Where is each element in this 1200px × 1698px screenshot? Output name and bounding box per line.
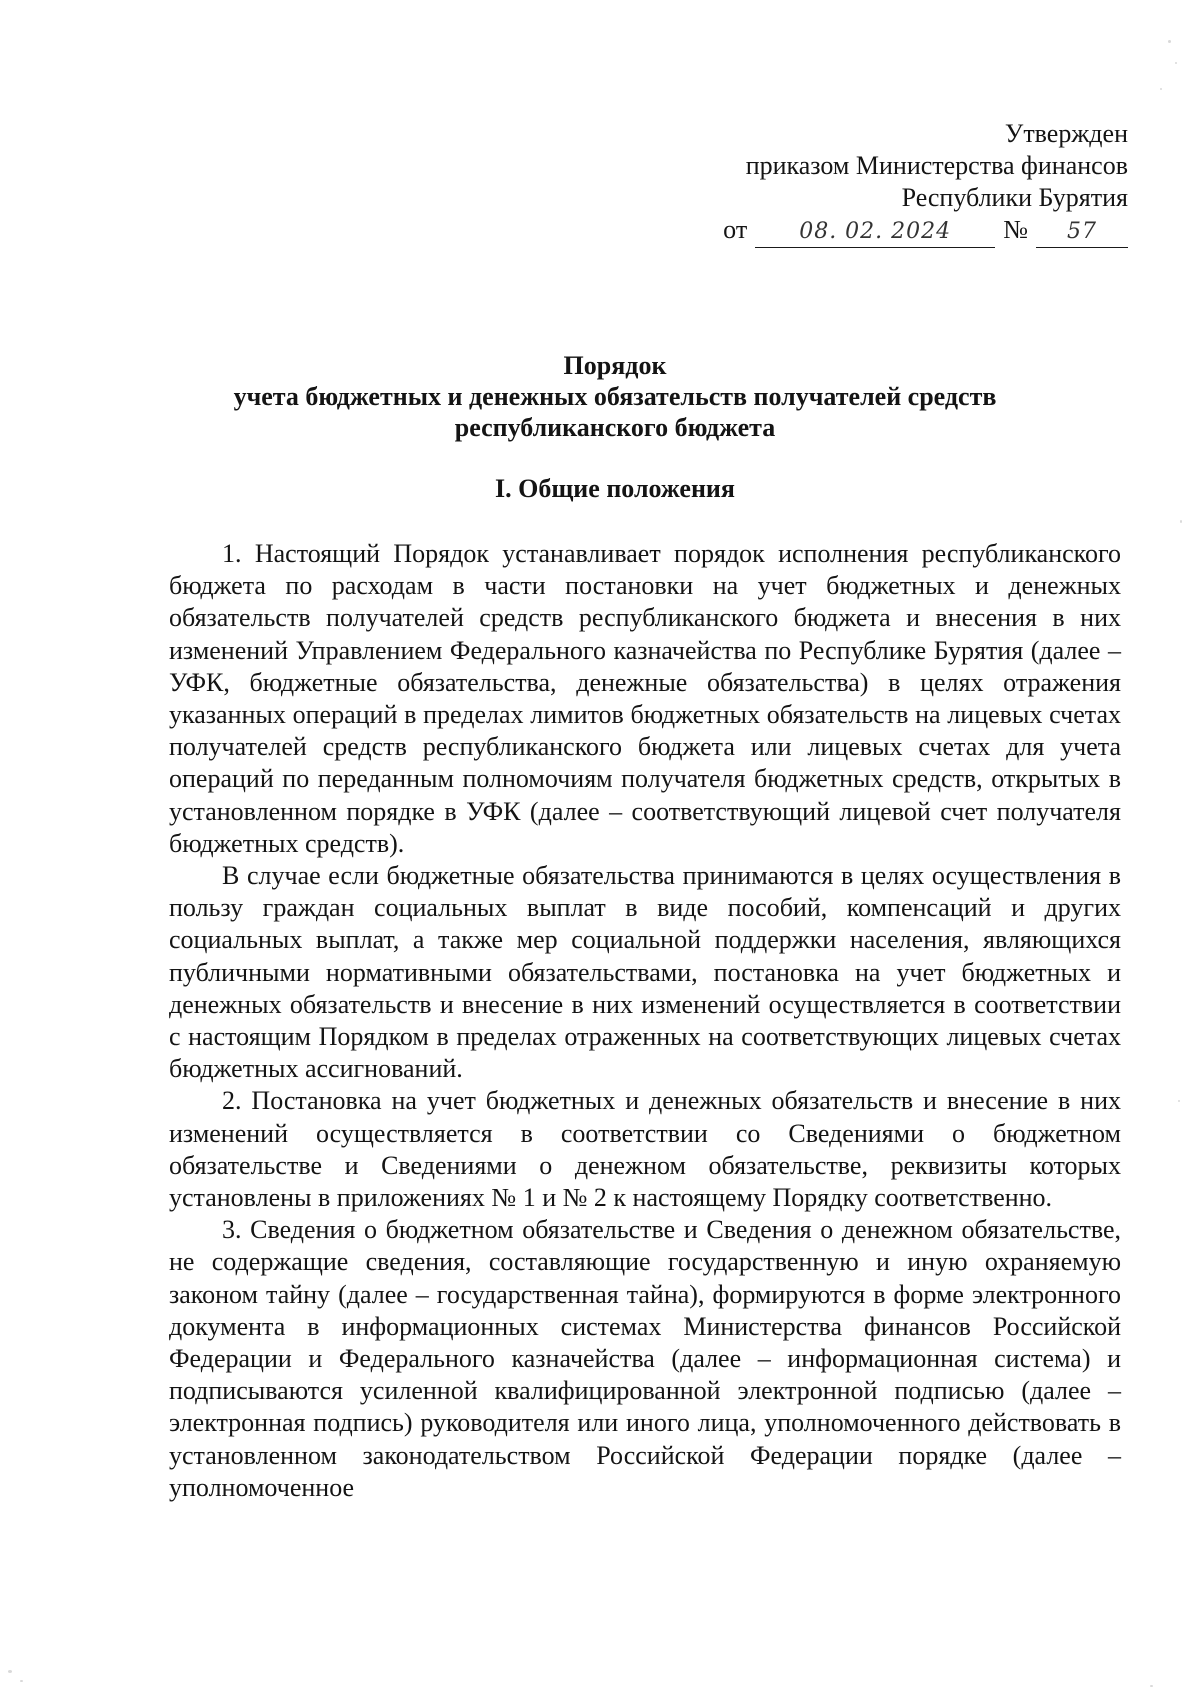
number-prefix: № bbox=[1003, 215, 1028, 244]
scan-speckle bbox=[1180, 520, 1182, 523]
scan-speckle bbox=[1150, 1685, 1153, 1687]
document-title bbox=[190, 350, 1040, 443]
section-heading: I. Общие положения bbox=[495, 474, 735, 503]
handwritten-number: 57 bbox=[1036, 217, 1128, 248]
paragraph: 1. Настоящий Порядок устанавливает порядок исполнения республиканского бюджета по расходам в части постановки на учет бюджетных и денежных обязательств получателей средств республиканского бюджета и внесения в них изменений Управлением Федерального казначейства по Республике Бурятия (далее – УФК, бюджетные обязательства, денежные обязательства) в целях отражения указанных операций в пределах лимитов бюджетных обязательств на лицевых счетах получателей средств республиканского бюджета или лицевых счетах для учета операций по переданным полномочиям получателя бюджетных средств, открытых в установленном порядке в УФК (далее – соответствующий лицевой счет получателя бюджетных средств). bbox=[169, 539, 1121, 858]
scan-speckle bbox=[1178, 1100, 1180, 1102]
scan-speckle bbox=[1175, 62, 1177, 64]
paragraph: 3. Сведения о бюджетном обязательстве и Сведения о денежном обязательстве, не содержащие сведения, составляющие государственную и иную охраняемую законом тайну (далее – государственная тайна), формируются в форме электронного документа в информационных системах Министерства финансов Российской Федерации и Федерального казначейства (далее – информационная система) и подписываются усиленной квалифицированной электронной подписью (далее – электронная подпись) руководителя или иного лица, уполномоченного действовать в установленном законодательством Российской Федерации порядке (далее – уполномоченное bbox=[169, 1215, 1121, 1502]
scan-speckle bbox=[8, 1670, 12, 1673]
approval-line-approved: Утвержден bbox=[1004, 119, 1128, 148]
title-line-1: Порядок bbox=[563, 351, 667, 380]
handwritten-date: 08. 02. 2024 bbox=[755, 217, 995, 248]
approval-date-number-row bbox=[648, 214, 1128, 248]
approval-line-order: приказом Министерства финансов bbox=[745, 151, 1128, 180]
approval-stamp-block bbox=[648, 118, 1128, 248]
paragraph: В случае если бюджетные обязательства принимаются в целях осуществления в пользу граждан социальных выплат в виде пособий, компенсаций и других социальных выплат, а также мер социальной поддержки населения, являющихся публичными нормативными обязательствами, постановка на учет бюджетных и денежных обязательств и внесение в них изменений осуществляется в соответствии с настоящим Порядком в пределах отраженных на соответствующих лицевых счетах бюджетных ассигнований. bbox=[169, 861, 1121, 1084]
title-line-2: учета бюджетных и денежных обязательств получателей средств bbox=[233, 382, 997, 411]
scan-speckle bbox=[1160, 88, 1162, 90]
title-line-3: республиканского бюджета bbox=[454, 413, 776, 442]
document-body bbox=[169, 538, 1121, 1504]
scan-speckle bbox=[1168, 40, 1171, 43]
approval-line-republic: Республики Бурятия bbox=[901, 183, 1128, 212]
scan-speckle bbox=[20, 1680, 23, 1682]
paragraph: 2. Постановка на учет бюджетных и денежных обязательств и внесение в них изменений осуществляется в соответствии со Сведениями о бюджетном обязательстве и Сведениями о денежном обязательстве, реквизиты которых установлены в приложениях № 1 и № 2 к настоящему Порядку соответственно. bbox=[169, 1086, 1121, 1213]
date-prefix: от bbox=[723, 215, 748, 244]
